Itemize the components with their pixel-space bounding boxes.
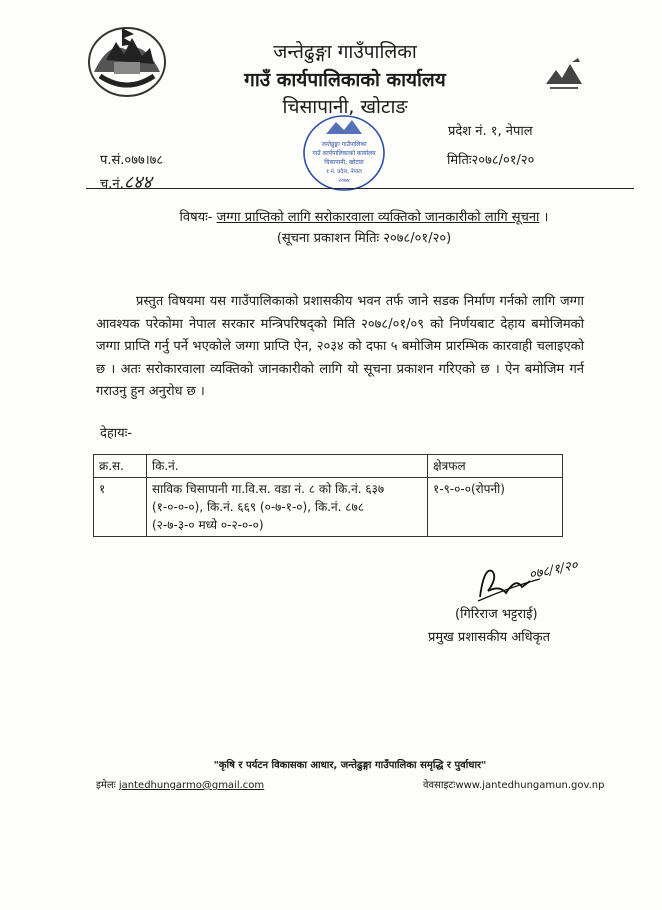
- notice-body: प्रस्तुत विषयमा यस गाउँपालिकाको प्रशासकीय भवन तर्फ जाने सडक निर्माण गर्नको लागि जग्गा आवश्यक परेकोमा नेपाल सरकार मन्त्रिपरिषद्को मिति २०७८/०१/०९ को निर्णयबाट देहाय बमोजिमको जग्गा प्राप्ति गर्नु पर्ने भएकोले जग्गा प्राप्ति ऐन, २०३४ को दफा ५ बमोजिम प्रारम्भिक कारवाही चलाइएको छ । अतः सरोकारवाला व्यक्तिको जानकारीको लागि यो सूचना प्रकाशन गरिएको छ । ऐन बमोजिम गर्न गराउनु हुन अनुरोध छ ।: [96, 294, 584, 399]
- email-label: इमेलः: [96, 780, 116, 791]
- chalani-number: [100, 170, 152, 194]
- footer-website: [423, 777, 604, 791]
- kitta-line-2: (१-०-०-०), कि.नं. ६६९ (०-७-१-०), कि.नं. ८७८: [152, 500, 364, 514]
- subject-suffix: ।: [543, 210, 549, 225]
- website-link[interactable]: www.jantedhungamun.gov.np: [455, 780, 605, 791]
- municipality-name: जन्तेढुङ्गा गाउँपालिका: [273, 41, 417, 63]
- col-header-sn: क्र.स.: [94, 455, 147, 478]
- chalani-handwritten: ८४४: [123, 172, 152, 193]
- cell-area: १-९-०-०(रोपनी): [428, 478, 563, 537]
- subject-text: जग्गा प्राप्तिको लागि सरोकारवाला व्यक्तिको जानकारीको लागि सूचना: [216, 210, 540, 225]
- website-label: वेवसाइटः: [423, 780, 456, 791]
- email-link[interactable]: jantedhungarmo@gmail.com: [118, 780, 265, 791]
- header-divider: [86, 188, 634, 189]
- office-location: चिसापानी, खोटाङ: [282, 96, 408, 118]
- kitta-line-3: (२-७-३-० मध्ये ०-२-०-०): [152, 518, 264, 532]
- signer-name: (गिरिराज भट्टराई): [455, 607, 538, 622]
- stamp-line-4: १ नं. प्रदेश, नेपाल: [326, 169, 362, 175]
- office-name: गाउँ कार्यपालिकाको कार्यालय: [244, 69, 446, 91]
- signature-date: ०७८/१/२०: [527, 557, 580, 583]
- tourism-logo-icon: [542, 56, 586, 92]
- col-header-kitta: कि.नं.: [147, 455, 428, 478]
- stamp-line-2: गाउँ कार्यपालिकाको कार्यालय: [312, 150, 376, 157]
- stamp-line-5: २०७४: [338, 178, 350, 184]
- table-header-row: [94, 455, 563, 478]
- cell-sn: १: [94, 478, 147, 537]
- footer-slogan: "कृषि र पर्यटन विकासका आधार, जन्तेढुङ्गा गाउँपालिका समृद्धि र पुर्वाधार": [213, 760, 487, 771]
- dehaya-label: देहायः-: [100, 426, 133, 441]
- stamp-line-3: चिसापानी, खोटाङ: [324, 159, 364, 166]
- province-label: प्रदेश नं. १, नेपाल: [448, 124, 533, 139]
- patra-sankhya: प.सं.०७७।७८: [100, 153, 164, 168]
- col-header-area: क्षेत्रफल: [428, 455, 563, 478]
- cell-kitta: [147, 478, 428, 537]
- publication-date: (सूचना प्रकाशन मितिः २०७८/०१/२०): [276, 231, 452, 246]
- table-row: [94, 478, 563, 537]
- letter-date: मितिः२०७८/०१/२०: [447, 153, 535, 168]
- stamp-line-1: जन्तेढुङ्गा गाउँपालिका: [321, 141, 367, 148]
- nepal-emblem-icon: [84, 20, 170, 100]
- footer-email: [96, 777, 264, 791]
- office-stamp: [300, 112, 388, 194]
- subject-prefix: विषयः-: [179, 210, 213, 225]
- chalani-label: च.नं.: [100, 177, 124, 192]
- land-table: [93, 454, 563, 537]
- kitta-line-1: साविक चिसापानी गा.वि.स. वडा नं. ८ को कि.नं. ६३७: [152, 482, 385, 496]
- signer-designation: प्रमुख प्रशासकीय अधिकृत: [428, 630, 551, 645]
- subject-line: [90, 207, 638, 225]
